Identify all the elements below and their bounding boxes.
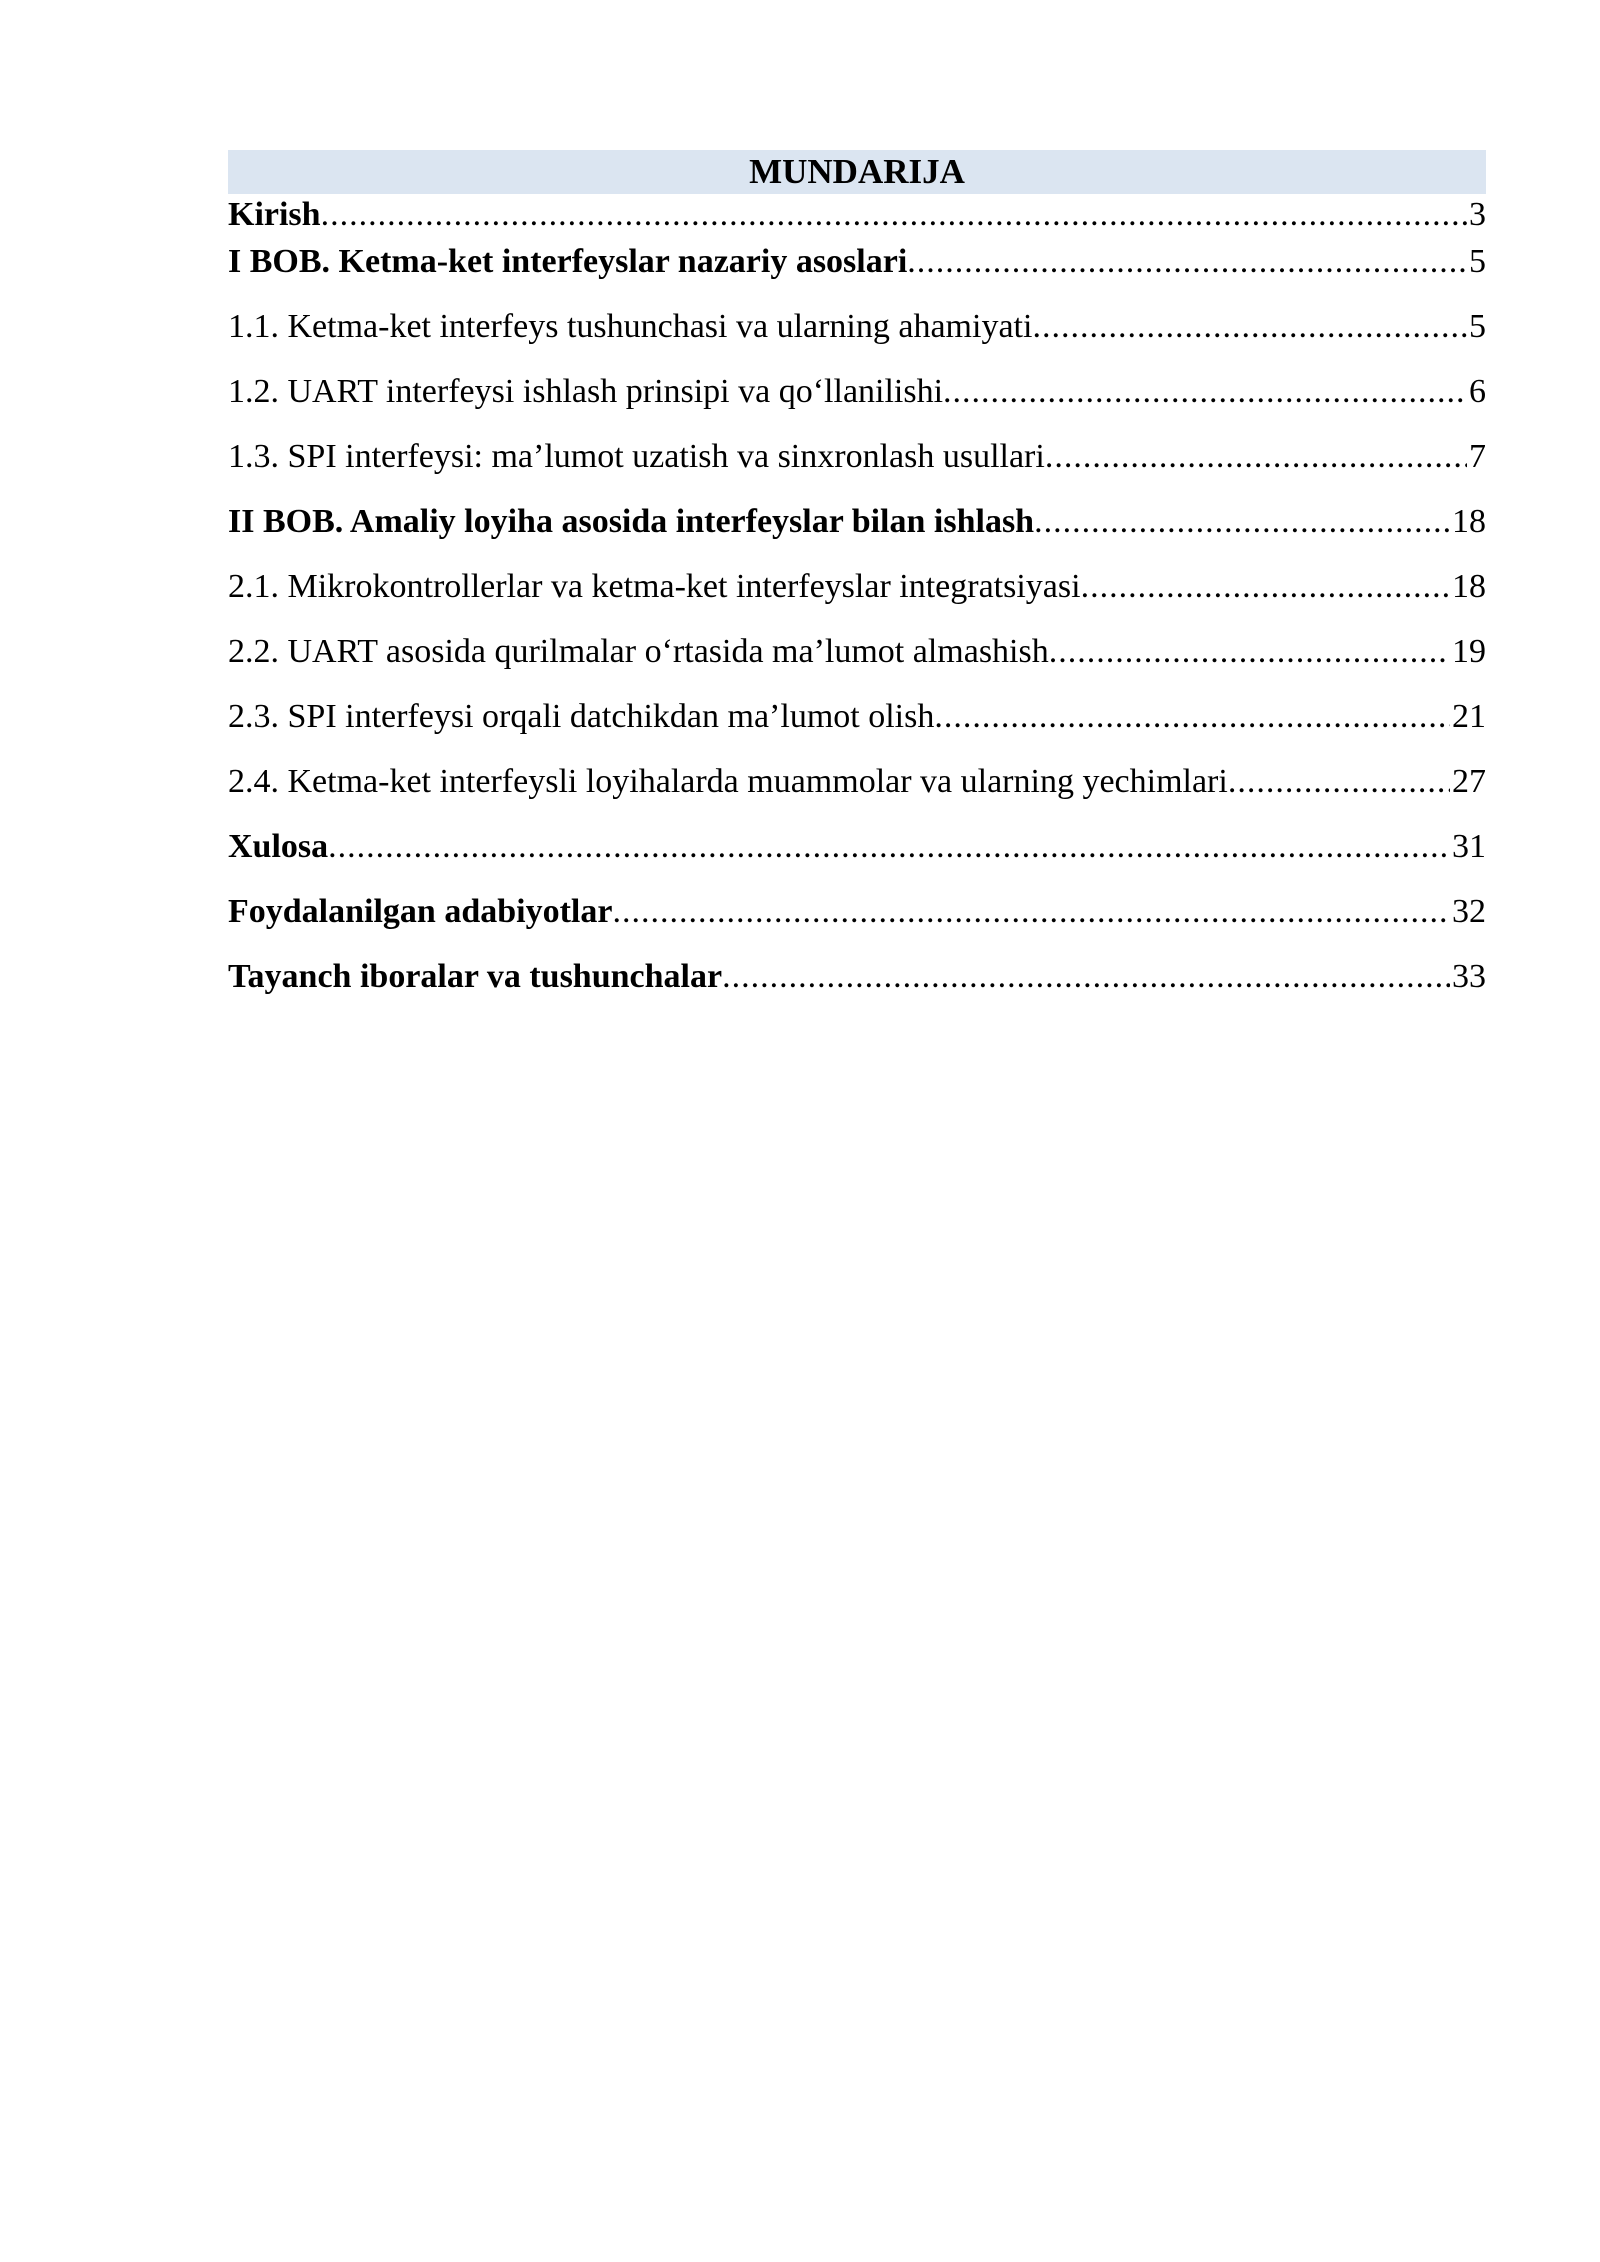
toc-entry-label: 1.1. Ketma-ket interfeys tushunchasi va ularning ahamiyati <box>228 308 1033 345</box>
toc-entry-xulosa[interactable] <box>228 826 1486 891</box>
toc-entry-section-2-1[interactable] <box>228 566 1486 631</box>
toc-entry-label: 1.3. SPI interfeysi: ma’lumot uzatish va sinxronlash usullari <box>228 438 1045 475</box>
table-of-contents <box>228 150 1486 1021</box>
toc-entry-label: 2.2. UART asosida qurilmalar o‘rtasida ma’lumot almashish <box>228 633 1049 670</box>
toc-entry-label: 2.1. Mikrokontrollerlar va ketma-ket interfeyslar integratsiyasi <box>228 568 1081 605</box>
toc-entry-label: II BOB. Amaliy loyiha asosida interfeyslar bilan ishlash <box>228 503 1035 540</box>
toc-entry-glossary[interactable] <box>228 956 1486 1021</box>
toc-list <box>228 194 1486 1021</box>
toc-entry-page: 19 <box>1452 633 1486 670</box>
toc-entry-label: 2.4. Ketma-ket interfeysli loyihalarda muammolar va ularning yechimlari <box>228 763 1228 800</box>
toc-entry-page: 5 <box>1469 243 1486 280</box>
toc-leader-dots <box>1081 566 1450 608</box>
toc-entry-chapter-1[interactable] <box>228 241 1486 306</box>
toc-entry-page: 6 <box>1469 373 1486 410</box>
toc-leader-dots <box>907 241 1467 283</box>
toc-entry-page: 33 <box>1452 958 1486 995</box>
toc-leader-dots <box>321 194 1467 236</box>
toc-leader-dots <box>1049 631 1450 673</box>
toc-entry-label: 1.2. UART interfeysi ishlash prinsipi va qo‘llanilishi <box>228 373 944 410</box>
toc-entry-label: I BOB. Ketma-ket interfeyslar nazariy asoslari <box>228 243 908 280</box>
toc-leader-dots <box>1032 306 1467 348</box>
toc-entry-section-2-3[interactable] <box>228 696 1486 761</box>
toc-entry-chapter-2[interactable] <box>228 501 1486 566</box>
toc-entry-page: 21 <box>1452 698 1486 735</box>
toc-leader-dots <box>1034 501 1450 543</box>
toc-entry-page: 31 <box>1452 828 1486 865</box>
toc-entry-section-1-1[interactable] <box>228 306 1486 371</box>
toc-leader-dots <box>934 696 1450 738</box>
toc-entry-label: Xulosa <box>228 828 329 865</box>
toc-leader-dots <box>1228 761 1450 803</box>
toc-entry-label: Foydalanilgan adabiyotlar <box>228 893 613 930</box>
toc-leader-dots <box>943 371 1467 413</box>
toc-entry-page: 7 <box>1469 438 1486 475</box>
toc-entry-section-1-3[interactable] <box>228 436 1486 501</box>
toc-entry-page: 5 <box>1469 308 1486 345</box>
toc-entry-label: Tayanch iboralar va tushunchalar <box>228 958 723 995</box>
toc-entry-label: Kirish <box>228 196 321 233</box>
toc-entry-label: 2.3. SPI interfeysi orqali datchikdan ma’lumot olish <box>228 698 935 735</box>
toc-entry-page: 3 <box>1469 196 1486 233</box>
toc-leader-dots <box>1045 436 1467 478</box>
toc-entry-section-1-2[interactable] <box>228 371 1486 436</box>
toc-entry-page: 18 <box>1452 503 1486 540</box>
toc-entry-page: 32 <box>1452 893 1486 930</box>
toc-entry-page: 27 <box>1452 763 1486 800</box>
toc-entry-page: 18 <box>1452 568 1486 605</box>
toc-leader-dots <box>722 956 1450 998</box>
toc-leader-dots <box>328 826 1450 868</box>
toc-leader-dots <box>612 891 1450 933</box>
toc-entry-section-2-2[interactable] <box>228 631 1486 696</box>
toc-entry-kirish[interactable] <box>228 194 1486 241</box>
toc-entry-references[interactable] <box>228 891 1486 956</box>
toc-entry-section-2-4[interactable] <box>228 761 1486 826</box>
toc-title: MUNDARIJA <box>228 150 1486 194</box>
